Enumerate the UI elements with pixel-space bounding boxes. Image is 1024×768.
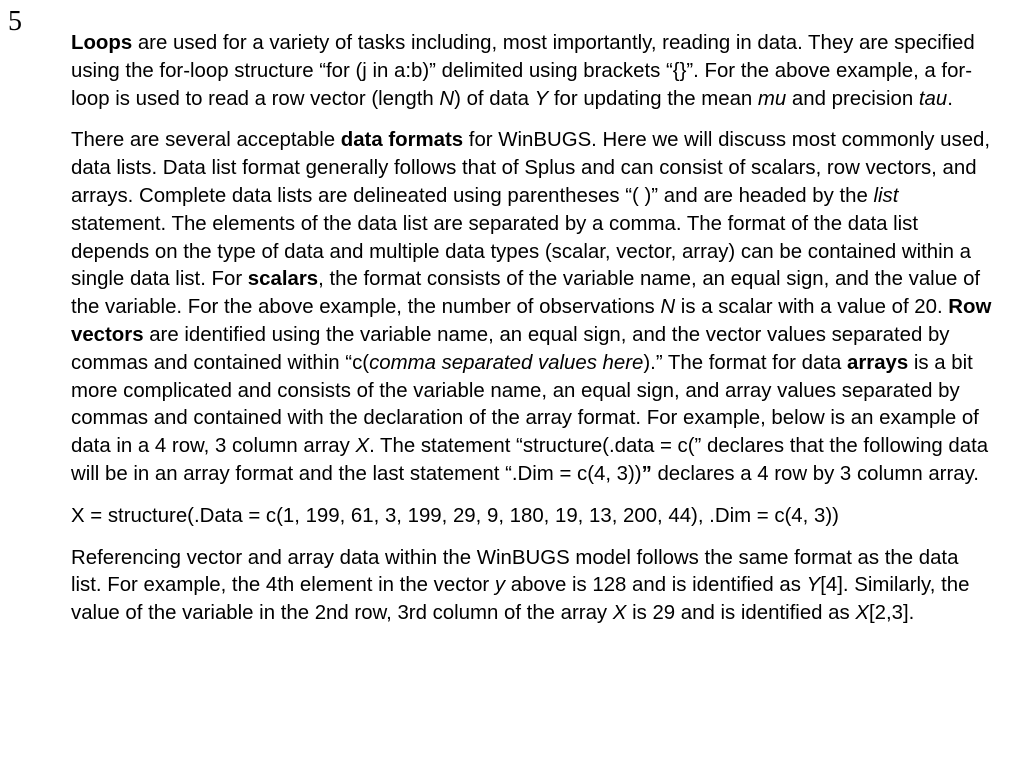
text-run: are used for a variety of tasks including, most importantly, reading in data. They are specified using the for-loop structure “for (j in a:b)” delimited using brackets “{}”. For the above example, a for-loop is used to read a row vector (length xyxy=(71,32,975,110)
italic-term: mu xyxy=(757,87,787,110)
bold-term: Row vectors xyxy=(71,296,992,346)
text-run: and precision xyxy=(786,87,919,110)
text-run: , the format consists of the variable name, an equal sign, and the value of the variable. For the above example, the number of observations xyxy=(71,268,981,319)
bold-term: Loops xyxy=(71,32,133,54)
text-run: is a bit more complicated and consists of the variable name, an equal sign, and array values separated by commas and contained with the declaration of the array format. For example, below is an example of data in a 4 row, 3 column array xyxy=(71,351,979,458)
text-run: There are several acceptable xyxy=(71,129,341,152)
text-run: . xyxy=(947,87,953,110)
para-referencing xyxy=(71,545,993,628)
text-run: for updating the mean xyxy=(548,87,758,110)
document-body xyxy=(71,30,993,642)
text-run: [4]. Similarly, the value of the variable in the 2nd row, 3rd column of the array xyxy=(71,574,970,625)
italic-term: y xyxy=(494,574,506,597)
text-run: above is 128 and is identified as xyxy=(505,574,807,597)
text-run: are identified using the variable name, an equal sign, and the vector values separated by commas and contained within “c( xyxy=(71,323,950,374)
para-loops xyxy=(71,30,993,113)
italic-term: X xyxy=(855,602,869,625)
text-run: ) of data xyxy=(454,87,535,110)
text-run: is a scalar with a value of 20. xyxy=(675,296,949,319)
italic-term: X xyxy=(612,602,627,625)
italic-term: tau xyxy=(918,87,948,110)
bold-term: scalars xyxy=(247,268,319,291)
italic-term: Y xyxy=(534,87,549,110)
bold-term: ” xyxy=(641,462,652,485)
text-run: . The statement “structure(.data = c(” declares that the following data will be in an array format and the last statement “.Dim = c(4, 3)) xyxy=(71,435,989,485)
italic-term: list xyxy=(873,184,899,207)
italic-term: comma separated values here xyxy=(369,351,644,374)
text-run: is 29 and is identified as xyxy=(626,602,856,625)
text-run: X = structure(.Data = c(1, 199, 61, 3, 199, 29, 9, 180, 19, 13, 200, 44), .Dim = c(4, 3)) xyxy=(71,504,839,527)
bold-term: data formats xyxy=(340,129,464,152)
text-run: Referencing vector and array data within the WinBUGS model follows the same format as the data list. For example, the 4th element in the vector xyxy=(71,546,959,597)
italic-term: N xyxy=(660,296,676,319)
para-data-formats xyxy=(71,127,993,488)
text-run: for WinBUGS. Here we will discuss most commonly used, data lists. Data list format generally follows that of Splus and can consist of scalars, row vectors, and arrays. Complete data lists are delineated using parentheses “( )” and are headed by the xyxy=(71,129,991,207)
para-structure-example xyxy=(71,503,993,531)
text-run: ).” The format for data xyxy=(643,351,847,374)
text-run: statement. The elements of the data list are separated by a comma. The format of the data list depends on the type of data and multiple data types (scalar, vector, array) can be contained within a single data list. For xyxy=(71,212,972,291)
italic-term: N xyxy=(439,87,455,110)
italic-term: Y xyxy=(806,574,821,597)
text-run: [2,3]. xyxy=(868,602,915,625)
text-run: declares a 4 row by 3 column array. xyxy=(651,462,979,485)
bold-term: arrays xyxy=(846,351,909,374)
page-number: 5 xyxy=(8,6,22,37)
italic-term: X xyxy=(355,435,370,458)
